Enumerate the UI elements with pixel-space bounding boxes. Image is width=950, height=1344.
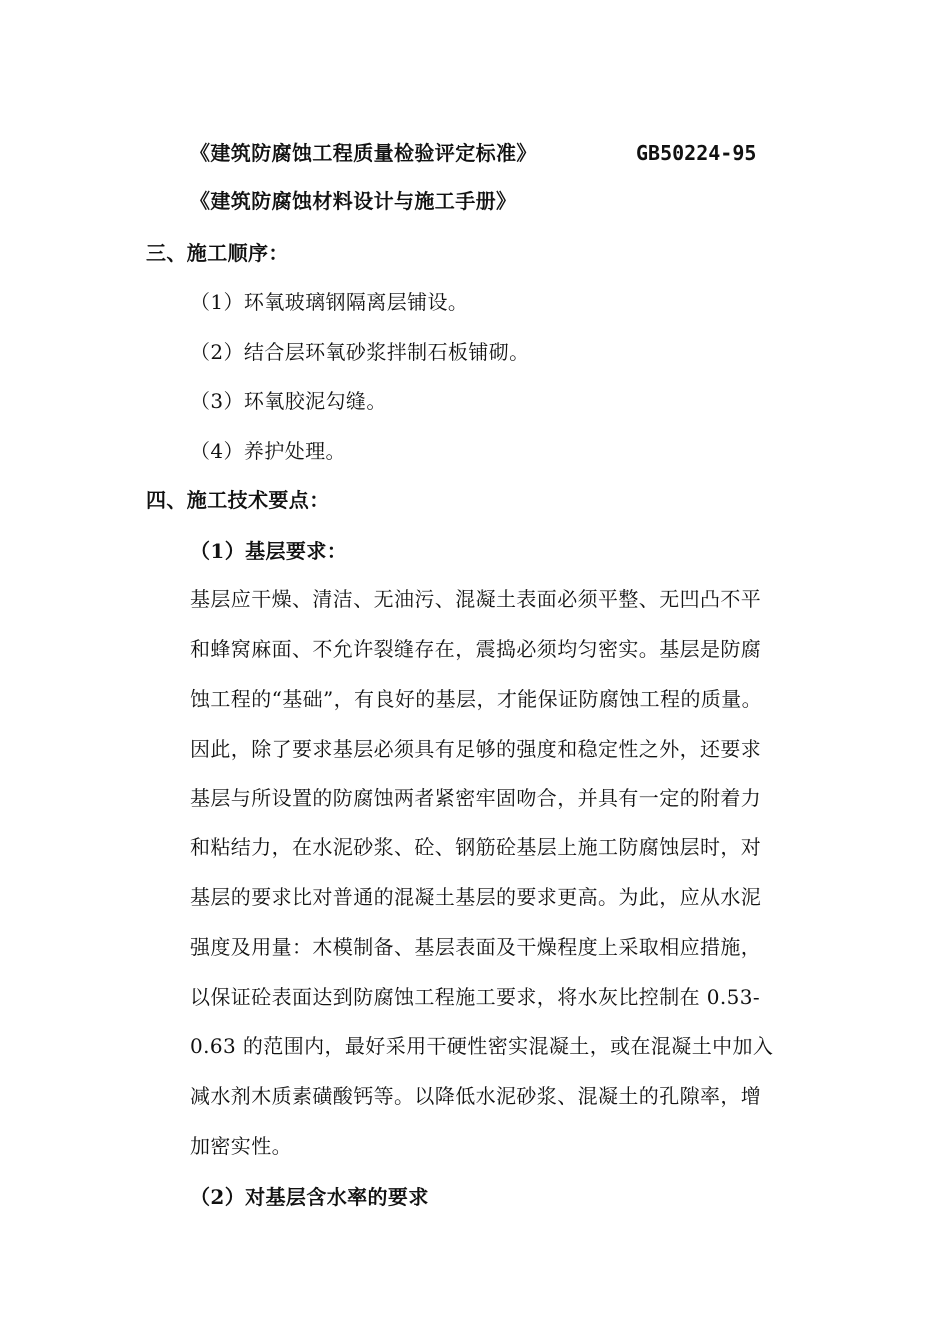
paragraph-line: 以保证砼表面达到防腐蚀工程施工要求，将水灰比控制在 0.53-: [190, 985, 761, 1009]
paragraph-line: 0.63 的范围内，最好采用干硬性密实混凝土，或在混凝土中加入: [190, 1034, 774, 1058]
paragraph-line: 加密实性。: [190, 1134, 292, 1158]
construction-step-2: （2）结合层环氧砂浆拌制石板铺砌。: [190, 340, 530, 364]
reference-standard-title: 《建筑防腐蚀工程质量检验评定标准》: [190, 141, 537, 165]
section-4-heading: 四、施工技术要点：: [146, 488, 330, 512]
paragraph-line: 和粘结力，在水泥砂浆、砼、钢筋砼基层上施工防腐蚀层时，对: [190, 835, 762, 859]
construction-step-4: （4）养护处理。: [190, 439, 346, 463]
paragraph-line: 和蜂窝麻面、不允许裂缝存在，震捣必须均匀密实。基层是防腐: [190, 637, 762, 661]
paragraph-line: 基层与所设置的防腐蚀两者紧密牢固吻合，并具有一定的附着力: [190, 786, 762, 810]
paragraph-line: 基层的要求比对普通的混凝土基层的要求更高。为此，应从水泥: [190, 885, 762, 909]
paragraph-line: 强度及用量：木模制备、基层表面及干燥程度上采取相应措施，: [190, 935, 762, 959]
construction-step-1: （1）环氧玻璃钢隔离层铺设。: [190, 290, 469, 314]
section-3-heading: 三、施工顺序：: [146, 241, 289, 265]
paragraph-line: 蚀工程的“基础”，有良好的基层，才能保证防腐蚀工程的质量。: [190, 687, 763, 711]
subsection-moisture-requirements-heading: （2）对基层含水率的要求: [190, 1185, 429, 1209]
paragraph-line: 基层应干燥、清洁、无油污、混凝土表面必须平整、无凹凸不平: [190, 587, 762, 611]
reference-standard-code: GB50224-95: [636, 141, 757, 165]
paragraph-line: 减水剂木质素磺酸钙等。以降低水泥砂浆、混凝土的孔隙率，增: [190, 1084, 762, 1108]
reference-handbook-title: 《建筑防腐蚀材料设计与施工手册》: [190, 189, 517, 213]
construction-step-3: （3）环氧胶泥勾缝。: [190, 389, 387, 413]
subsection-base-requirements-heading: （1）基层要求：: [190, 539, 348, 563]
paragraph-line: 因此，除了要求基层必须具有足够的强度和稳定性之外，还要求: [190, 737, 762, 761]
